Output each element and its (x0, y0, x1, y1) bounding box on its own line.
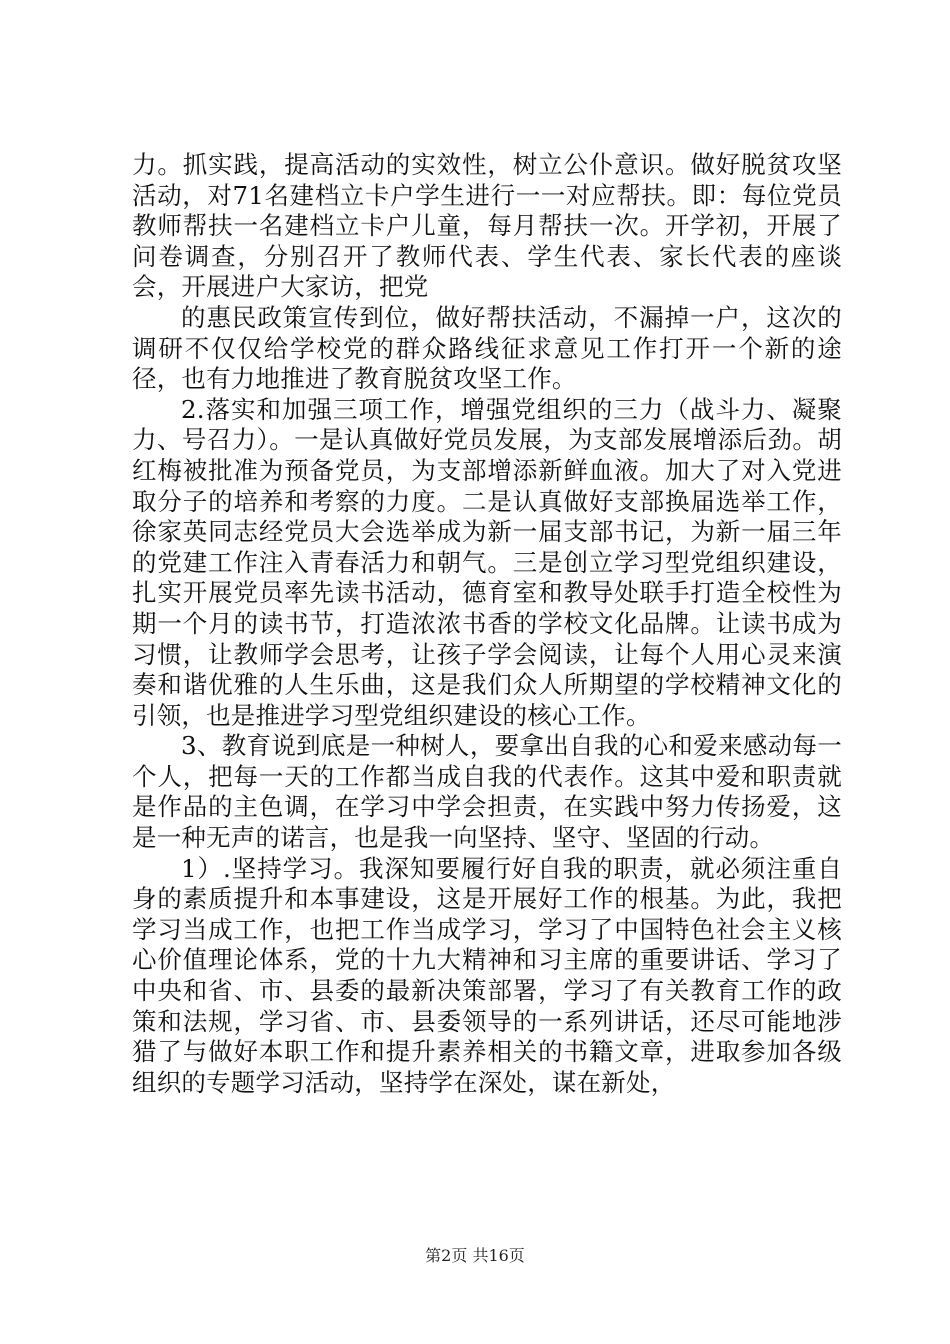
document-body (132, 150, 842, 1098)
paragraph-keep-learning: 1）.坚持学习。我深知要履行好自我的职责，就必须注重自身的素质提升和本事建设，这是开展好工作的根基。为此，我把学习当成工作，也把工作当成学习，学习了中国特色社会主义核心价值理论体系，党的十九大精神和习主席的重要讲话、学习了中央和省、市、县委的最新决策部署，学习了有关教育工作的政策和法规，学习省、市、县委领导的一系列讲话，还尽可能地涉猎了与做好本职工作和提升素养相关的书籍文章，进取参加各级组织的专题学习活动，坚持学在深处，谋在新处， (132, 853, 842, 1097)
paragraph-education-philosophy: 3、教育说到底是一种树人，要拿出自我的心和爱来感动每一个人，把每一天的工作都当成自我的代表作。这其中爱和职责就是作品的主色调，在学习中学会担责，在实践中努力传扬爱，这是一种无声的诺言，也是我一向坚持、坚守、坚固的行动。 (132, 731, 842, 853)
paragraph-continuation: 力。抓实践，提高活动的实效性，树立公仆意识。做好脱贫攻坚活动，对71名建档立卡户学生进行一一对应帮扶。即：每位党员教师帮扶一名建档立卡户儿童，每月帮扶一次。开学初，开展了问卷调查，分别召开了教师代表、学生代表、家长代表的座谈会，开展进户大家访，把党 (132, 150, 842, 302)
page-number-footer: 第2页 共16页 (425, 1246, 525, 1265)
paragraph-policy-publicity: 的惠民政策宣传到位，做好帮扶活动，不漏掉一户，这次的调研不仅仅给学校党的群众路线征求意见工作打开一个新的途径，也有力地推进了教育脱贫攻坚工作。 (132, 302, 842, 394)
paragraph-three-tasks: 2.落实和加强三项工作，增强党组织的三力（战斗力、凝聚力、号召力）。一是认真做好党员发展，为支部发展增添后劲。胡红梅被批准为预备党员，为支部增添新鲜血液。加大了对入党进取分子的培养和考察的力度。二是认真做好支部换届选举工作，徐家英同志经党员大会选举成为新一届支部书记，为新一届三年的党建工作注入青春活力和朝气。三是创立学习型党组织建设，扎实开展党员率先读书活动，德育室和教导处联手打造全校性为期一个月的读书节，打造浓浓书香的学校文化品牌。让读书成为习惯，让教师学会思考，让孩子学会阅读，让每个人用心灵来演奏和谐优雅的人生乐曲，这是我们众人所期望的学校精神文化的引领，也是推进学习型党组织建设的核心工作。 (132, 394, 842, 730)
